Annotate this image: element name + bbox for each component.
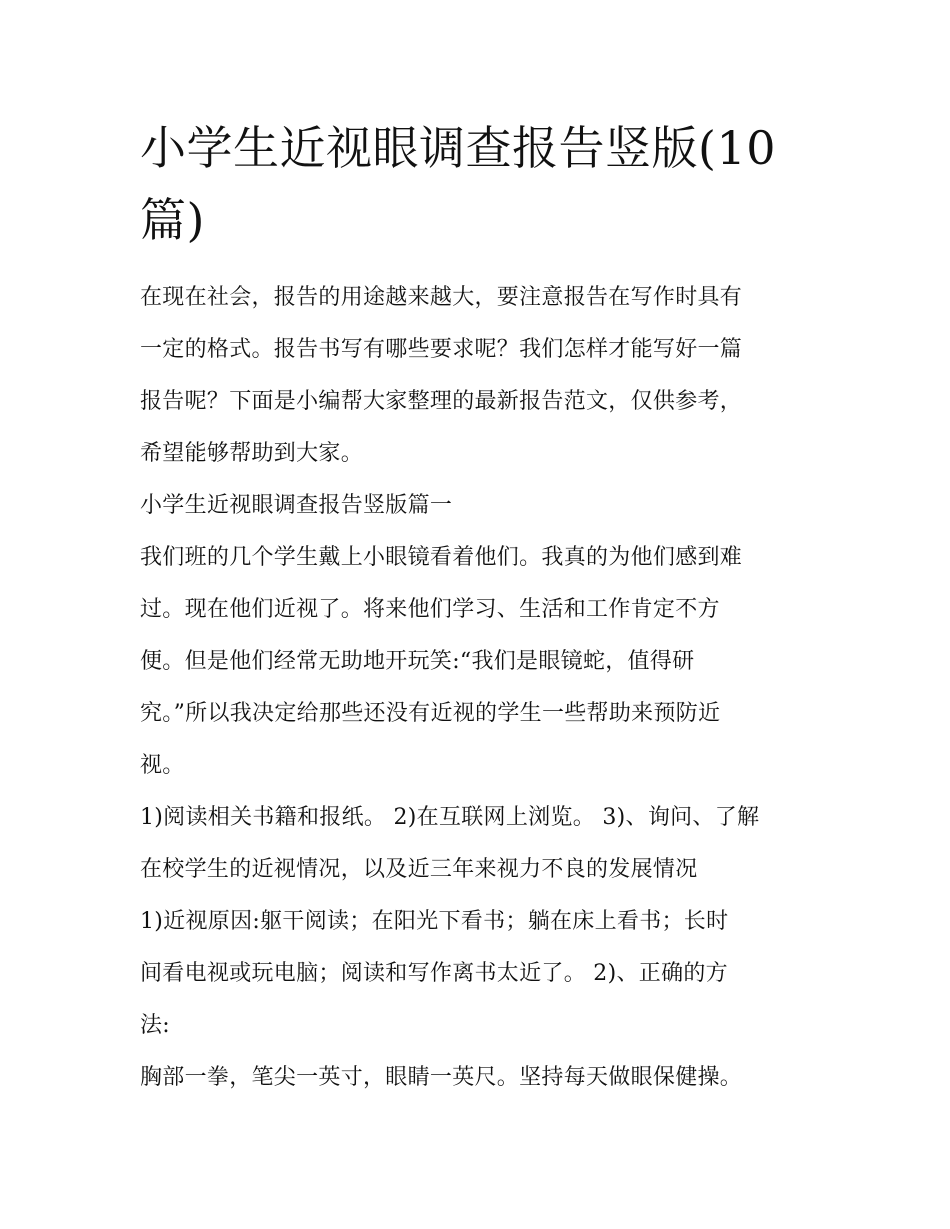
intro-line: 在现在社会，报告的用途越来越大，要注意报告在写作时具有 (140, 285, 743, 310)
intro-line: 报告呢？下面是小编帮大家整理的最新报告范文，仅供参考， (140, 389, 743, 414)
causes-paragraph (140, 896, 812, 1052)
body-line: 视。 (140, 753, 185, 778)
document-title (140, 112, 812, 256)
tips-line: 胸部一拳，笔尖一英寸，眼睛一英尺。坚持每天做眼保健操。 (140, 1065, 743, 1090)
document-title-line: 小学生近视眼调查报告竖版(10 (140, 121, 776, 175)
section-heading-text: 小学生近视眼调查报告竖版篇一 (140, 493, 453, 518)
causes-line: 1)近视原因:躯干阅读；在阳光下看书；躺在床上看书；长时 (140, 909, 729, 934)
intro-paragraph (140, 272, 812, 480)
methods-line: 1)阅读相关书籍和报纸。 2)在互联网上浏览。 3)、询问、了解 (140, 805, 760, 830)
methods-line: 在校学生的近视情况，以及近三年来视力不良的发展情况 (140, 857, 698, 882)
body-paragraph (140, 532, 812, 792)
section-heading (140, 480, 812, 532)
causes-line: 法: (140, 1013, 171, 1038)
body-line: 我们班的几个学生戴上小眼镜看着他们。我真的为他们感到难 (140, 545, 743, 570)
body-line: 过。现在他们近视了。将来他们学习、生活和工作肯定不方 (140, 597, 720, 622)
intro-line: 希望能够帮助到大家。 (140, 441, 364, 466)
causes-line: 间看电视或玩电脑；阅读和写作离书太近了。 2)、正确的方 (140, 961, 728, 986)
body-line: 便。但是他们经常无助地开玩笑:“我们是眼镜蛇，值得研 (140, 649, 695, 674)
methods-paragraph (140, 792, 812, 896)
body-line: 究。”所以我决定给那些还没有近视的学生一些帮助来预防近 (140, 701, 721, 726)
tips-paragraph (140, 1052, 812, 1104)
intro-line: 一定的格式。报告书写有哪些要求呢？我们怎样才能写好一篇 (140, 337, 743, 362)
document-content (140, 112, 812, 1104)
document-title-line: 篇) (140, 193, 205, 247)
